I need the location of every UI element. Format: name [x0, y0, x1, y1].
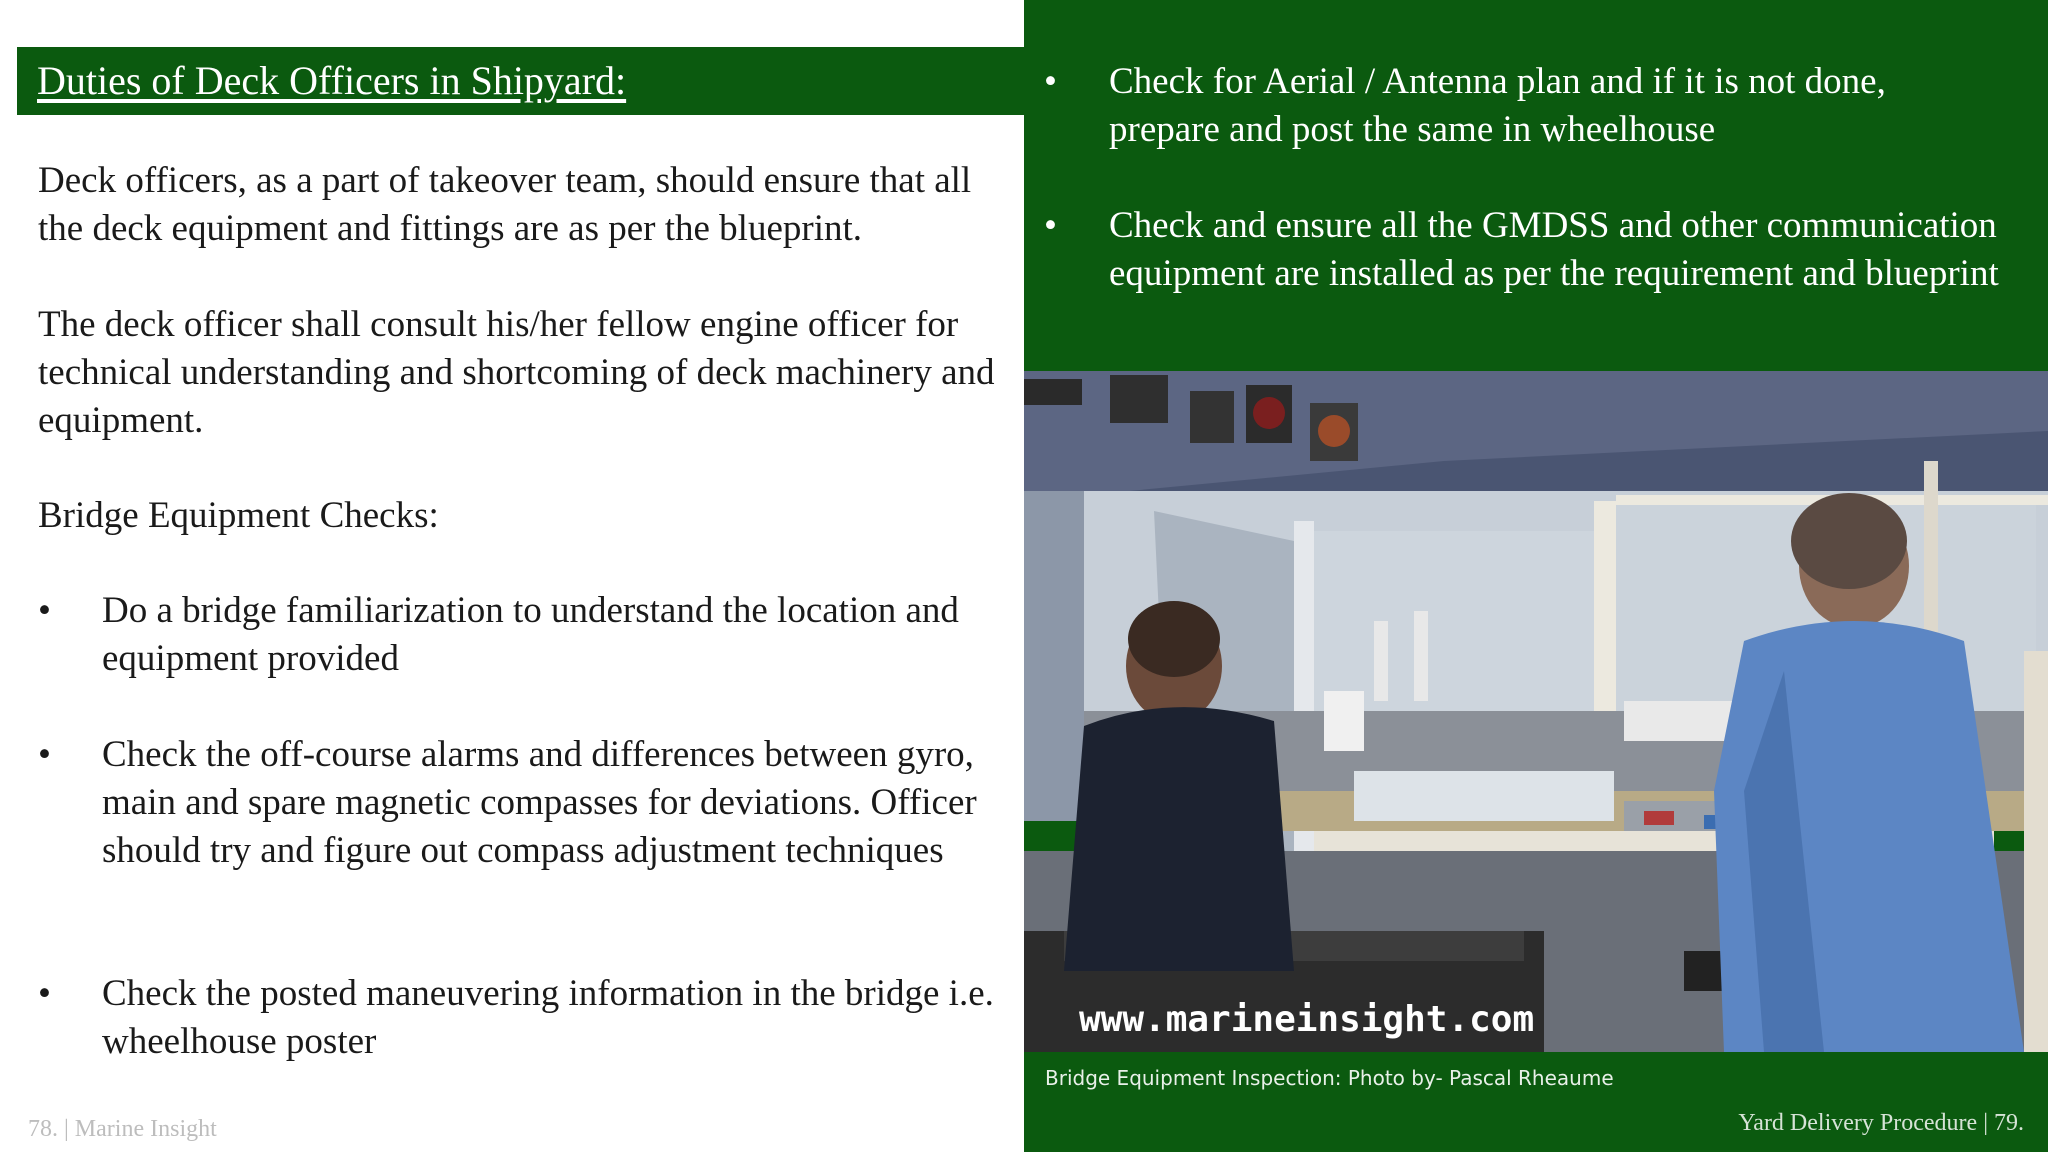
list-item — [1044, 58, 2004, 154]
bullet-text: Check and ensure all the GMDSS and other communication equipment are installed as per the requirement and blueprint — [1109, 205, 1999, 294]
bullet-icon: • — [1044, 61, 1057, 102]
bullet-icon: • — [38, 734, 51, 775]
bridge-photo — [1024, 371, 2048, 1052]
bullet-icon: • — [1044, 205, 1057, 246]
list-item — [38, 970, 998, 1066]
page-title: Duties of Deck Officers in Shipyard: — [37, 58, 627, 103]
intro-paragraph: Deck officers, as a part of takeover team, should ensure that all the deck equipment and fittings are as per the blueprint. — [38, 160, 972, 249]
photo-watermark: www.marineinsight.com — [1079, 999, 1535, 1040]
list-item — [1044, 202, 2004, 298]
section-heading: Bridge Equipment Checks: — [38, 495, 439, 536]
photo-caption: Bridge Equipment Inspection: Photo by- Pascal Rheaume — [1045, 1066, 1614, 1090]
bullet-text: Do a bridge familiarization to understand the location and equipment provided — [102, 590, 959, 679]
bullet-text: Check the posted maneuvering information in the bridge i.e. wheelhouse poster — [102, 973, 994, 1062]
list-item — [38, 587, 998, 683]
left-footer: 78. | Marine Insight — [28, 1116, 217, 1142]
list-item — [38, 731, 998, 875]
bullet-icon: • — [38, 973, 51, 1014]
engine-officer-paragraph: The deck officer shall consult his/her fellow engine officer for technical understanding and shortcoming of deck machinery and equipment. — [38, 304, 995, 441]
bullet-text: Check for Aerial / Antenna plan and if it is not done, prepare and post the same in wheelhouse — [1109, 61, 1886, 150]
title-bar — [17, 47, 1024, 115]
right-footer: Yard Delivery Procedure | 79. — [1738, 1110, 2024, 1136]
bullet-icon: • — [38, 590, 51, 631]
bullet-text: Check the off-course alarms and differences between gyro, main and spare magnetic compasses for deviations. Officer should try and figure out compass adjustment techniques — [102, 734, 977, 871]
